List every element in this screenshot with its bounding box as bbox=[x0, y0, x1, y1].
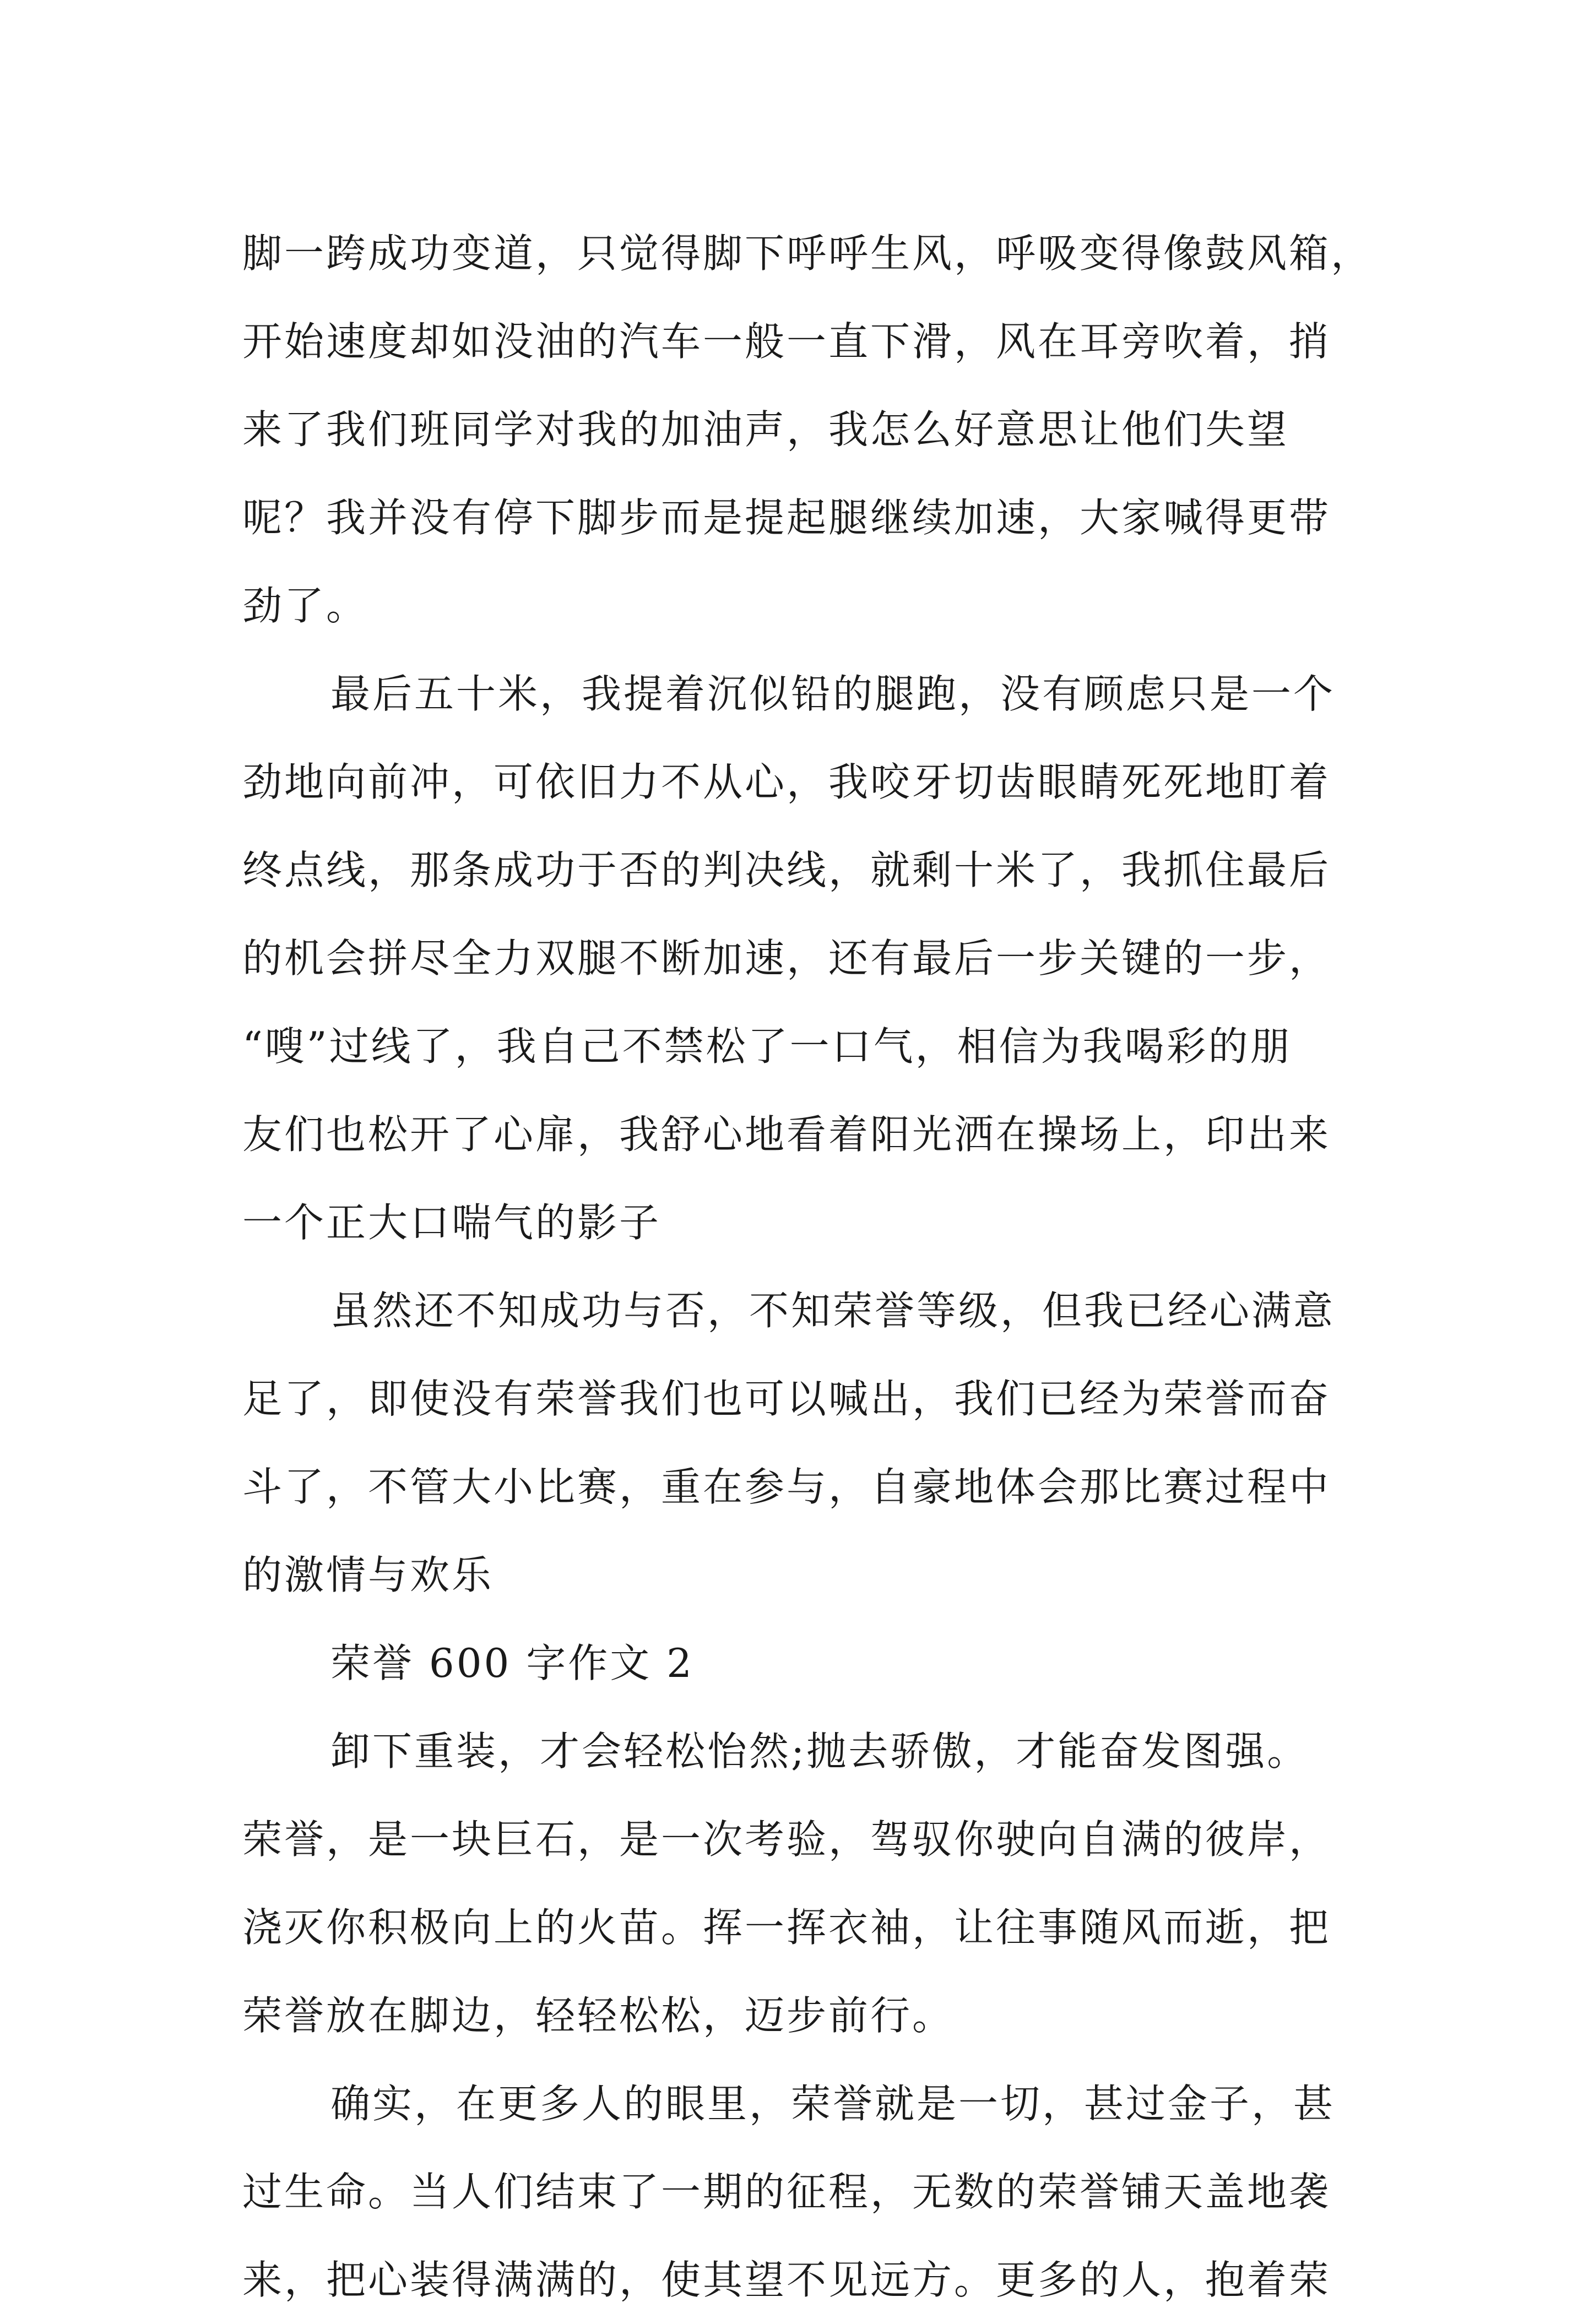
text-line: 确实，在更多人的眼里，荣誉就是一切，甚过金子，甚 bbox=[330, 2081, 1336, 2127]
text-line: 一个正大口喘气的影子 bbox=[242, 1199, 662, 1246]
text-line: “嗖”过线了，我自己不禁松了一口气，相信为我喝彩的朋 bbox=[242, 1023, 1292, 1069]
text-line: 脚一跨成功变道，只觉得脚下呼呼生风，呼吸变得像鼓风箱， bbox=[242, 230, 1373, 276]
text-line: 呢？我并没有停下脚步而是提起腿继续加速，大家喊得更带 bbox=[242, 495, 1331, 541]
text-line: 劲了。 bbox=[242, 583, 368, 629]
text-line: 浇灭你积极向上的火苗。挥一挥衣袖，让往事随风而逝，把 bbox=[242, 1904, 1331, 1951]
text-line: 来，把心装得满满的，使其望不见远方。更多的人，抱着荣 bbox=[242, 2257, 1331, 2303]
section-heading: 荣誉 600 字作文 2 bbox=[330, 1640, 694, 1686]
text-line: 荣誉，是一块巨石，是一次考验，驾驭你驶向自满的彼岸， bbox=[242, 1816, 1331, 1863]
text-line: 劲地向前冲，可依旧力不从心，我咬牙切齿眼睛死死地盯着 bbox=[242, 759, 1331, 805]
text-line: 终点线，那条成功于否的判决线，就剩十米了，我抓住最后 bbox=[242, 847, 1331, 893]
text-line: 友们也松开了心扉，我舒心地看着阳光洒在操场上，印出来 bbox=[242, 1111, 1331, 1158]
text-line: 的机会拼尽全力双腿不断加速，还有最后一步关键的一步， bbox=[242, 935, 1331, 981]
text-line: 来了我们班同学对我的加油声，我怎么好意思让他们失望 bbox=[242, 406, 1289, 453]
text-line: 最后五十米，我提着沉似铅的腿跑，没有顾虑只是一个 bbox=[330, 671, 1336, 717]
text-line: 卸下重装，才会轻松怡然;抛去骄傲，才能奋发图强。 bbox=[330, 1728, 1309, 1774]
document-body bbox=[242, 209, 1373, 2324]
text-line: 开始速度却如没油的汽车一般一直下滑，风在耳旁吹着，捎 bbox=[242, 318, 1331, 365]
text-line: 过生命。当人们结束了一期的征程，无数的荣誉铺天盖地袭 bbox=[242, 2169, 1331, 2215]
text-line: 虽然还不知成功与否，不知荣誉等级，但我已经心满意 bbox=[330, 1288, 1336, 1334]
text-line: 斗了，不管大小比赛，重在参与，自豪地体会那比赛过程中 bbox=[242, 1464, 1331, 1510]
text-line: 荣誉放在脚边，轻轻松松，迈步前行。 bbox=[242, 1992, 955, 2039]
text-line: 的激情与欢乐 bbox=[242, 1552, 494, 1598]
text-line: 足了，即使没有荣誉我们也可以喊出，我们已经为荣誉而奋 bbox=[242, 1376, 1331, 1422]
